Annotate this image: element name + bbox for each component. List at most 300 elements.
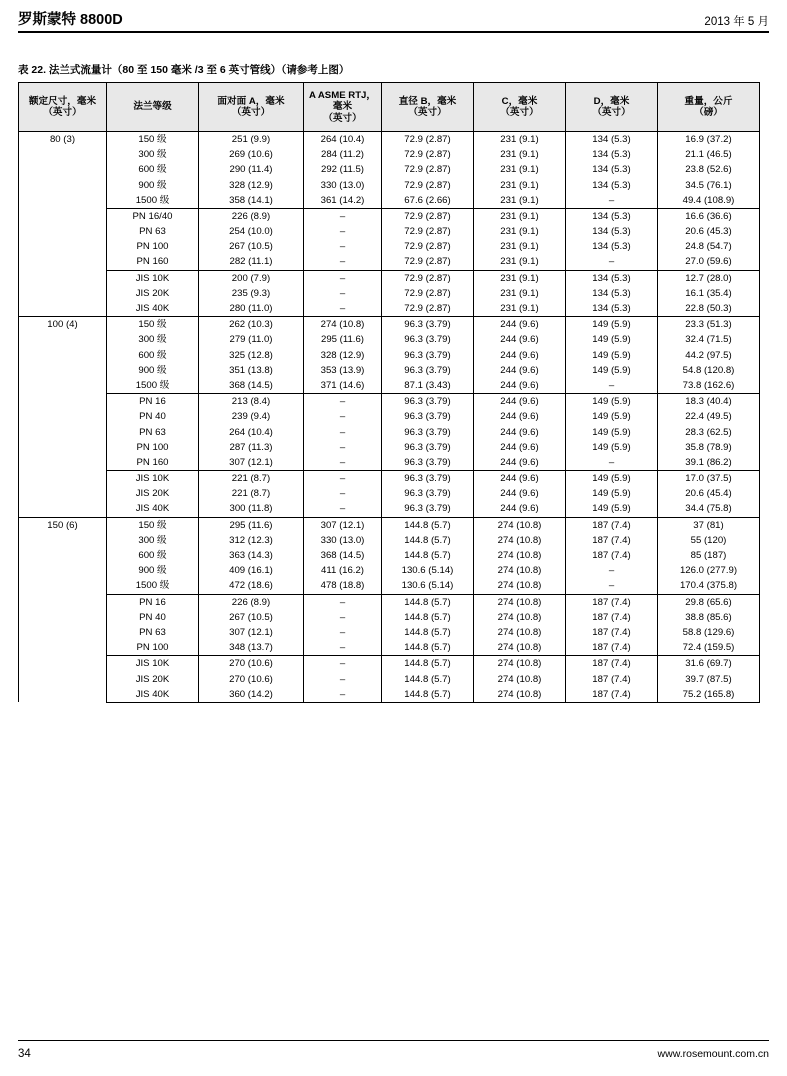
cell-flange-rating: JIS 20K bbox=[107, 672, 199, 687]
cell-weight: 55 (120) bbox=[658, 533, 760, 548]
cell-weight: 49.4 (108.9) bbox=[658, 193, 760, 209]
cell-a-asme-rtj: 478 (18.8) bbox=[304, 578, 382, 594]
cell-d: 187 (7.4) bbox=[566, 656, 658, 672]
cell-flange-rating: PN 63 bbox=[107, 224, 199, 239]
cell-c: 244 (9.6) bbox=[474, 471, 566, 487]
cell-diameter-b: 96.3 (3.79) bbox=[382, 486, 474, 501]
cell-a-asme-rtj: – bbox=[304, 409, 382, 424]
cell-diameter-b: 87.1 (3.43) bbox=[382, 378, 474, 394]
cell-flange-rating: JIS 10K bbox=[107, 471, 199, 487]
cell-weight: 34.5 (76.1) bbox=[658, 178, 760, 193]
cell-d: 149 (5.9) bbox=[566, 363, 658, 378]
cell-d: 187 (7.4) bbox=[566, 640, 658, 656]
cell-diameter-b: 72.9 (2.87) bbox=[382, 270, 474, 286]
cell-diameter-b: 144.8 (5.7) bbox=[382, 610, 474, 625]
cell-c: 244 (9.6) bbox=[474, 317, 566, 333]
cell-diameter-b: 96.3 (3.79) bbox=[382, 394, 474, 410]
header-brand-model bbox=[18, 8, 123, 29]
col-header-face-to-face-a bbox=[199, 83, 304, 132]
cell-a-asme-rtj: – bbox=[304, 656, 382, 672]
cell-d: 149 (5.9) bbox=[566, 394, 658, 410]
cell-flange-rating: 1500 级 bbox=[107, 193, 199, 209]
cell-c: 274 (10.8) bbox=[474, 517, 566, 533]
cell-d: 187 (7.4) bbox=[566, 610, 658, 625]
cell-weight: 37 (81) bbox=[658, 517, 760, 533]
cell-weight: 16.9 (37.2) bbox=[658, 132, 760, 148]
cell-a-asme-rtj: 292 (11.5) bbox=[304, 162, 382, 177]
cell-c: 231 (9.1) bbox=[474, 270, 566, 286]
col-header-line1: 面对面 A，毫米 bbox=[217, 95, 285, 107]
cell-c: 244 (9.6) bbox=[474, 486, 566, 501]
cell-flange-rating: PN 160 bbox=[107, 455, 199, 471]
cell-face-to-face-a: 282 (11.1) bbox=[199, 255, 304, 271]
cell-weight: 31.6 (69.7) bbox=[658, 656, 760, 672]
cell-weight: 54.8 (120.8) bbox=[658, 363, 760, 378]
cell-diameter-b: 96.3 (3.79) bbox=[382, 409, 474, 424]
table-row bbox=[19, 440, 760, 455]
cell-weight: 32.4 (71.5) bbox=[658, 332, 760, 347]
cell-d: 187 (7.4) bbox=[566, 517, 658, 533]
cell-a-asme-rtj: – bbox=[304, 486, 382, 501]
table-row bbox=[19, 132, 760, 148]
cell-face-to-face-a: 267 (10.5) bbox=[199, 610, 304, 625]
col-header-a-asme-rtj bbox=[304, 83, 382, 132]
cell-diameter-b: 96.3 (3.79) bbox=[382, 363, 474, 378]
cell-diameter-b: 72.9 (2.87) bbox=[382, 178, 474, 193]
cell-c: 274 (10.8) bbox=[474, 578, 566, 594]
cell-c: 231 (9.1) bbox=[474, 132, 566, 148]
cell-weight: 39.7 (87.5) bbox=[658, 672, 760, 687]
cell-weight: 12.7 (28.0) bbox=[658, 270, 760, 286]
col-header-line2: （英寸） bbox=[592, 107, 631, 118]
cell-diameter-b: 130.6 (5.14) bbox=[382, 563, 474, 578]
cell-face-to-face-a: 295 (11.6) bbox=[199, 517, 304, 533]
table-row bbox=[19, 533, 760, 548]
cell-weight: 20.6 (45.4) bbox=[658, 486, 760, 501]
cell-diameter-b: 96.3 (3.79) bbox=[382, 332, 474, 347]
cell-weight: 38.8 (85.6) bbox=[658, 610, 760, 625]
cell-weight: 16.1 (35.4) bbox=[658, 286, 760, 301]
col-header-flange-rating bbox=[107, 83, 199, 132]
cell-diameter-b: 72.9 (2.87) bbox=[382, 301, 474, 317]
cell-diameter-b: 72.9 (2.87) bbox=[382, 239, 474, 254]
cell-diameter-b: 144.8 (5.7) bbox=[382, 625, 474, 640]
table-body bbox=[19, 132, 760, 703]
cell-flange-rating: JIS 20K bbox=[107, 486, 199, 501]
col-header-diameter-b bbox=[382, 83, 474, 132]
cell-face-to-face-a: 325 (12.8) bbox=[199, 348, 304, 363]
cell-diameter-b: 144.8 (5.7) bbox=[382, 656, 474, 672]
cell-c: 244 (9.6) bbox=[474, 502, 566, 518]
cell-a-asme-rtj: 264 (10.4) bbox=[304, 132, 382, 148]
cell-a-asme-rtj: – bbox=[304, 286, 382, 301]
cell-d: 149 (5.9) bbox=[566, 409, 658, 424]
cell-a-asme-rtj: – bbox=[304, 425, 382, 440]
cell-weight: 34.4 (75.8) bbox=[658, 502, 760, 518]
cell-flange-rating: PN 63 bbox=[107, 625, 199, 640]
cell-a-asme-rtj: 371 (14.6) bbox=[304, 378, 382, 394]
cell-diameter-b: 72.9 (2.87) bbox=[382, 208, 474, 224]
cell-c: 231 (9.1) bbox=[474, 224, 566, 239]
cell-weight: 28.3 (62.5) bbox=[658, 425, 760, 440]
cell-face-to-face-a: 368 (14.5) bbox=[199, 378, 304, 394]
cell-weight: 22.4 (49.5) bbox=[658, 409, 760, 424]
table-row bbox=[19, 563, 760, 578]
cell-a-asme-rtj: 328 (12.9) bbox=[304, 348, 382, 363]
cell-face-to-face-a: 348 (13.7) bbox=[199, 640, 304, 656]
cell-weight: 126.0 (277.9) bbox=[658, 563, 760, 578]
cell-weight: 17.0 (37.5) bbox=[658, 471, 760, 487]
col-header-line1: D，毫米 bbox=[593, 95, 630, 107]
cell-diameter-b: 96.3 (3.79) bbox=[382, 348, 474, 363]
cell-flange-rating: JIS 10K bbox=[107, 656, 199, 672]
cell-d: 149 (5.9) bbox=[566, 425, 658, 440]
cell-c: 274 (10.8) bbox=[474, 687, 566, 703]
cell-flange-rating: JIS 40K bbox=[107, 687, 199, 703]
cell-face-to-face-a: 254 (10.0) bbox=[199, 224, 304, 239]
cell-d: 134 (5.3) bbox=[566, 286, 658, 301]
table-row bbox=[19, 348, 760, 363]
cell-a-asme-rtj: – bbox=[304, 672, 382, 687]
cell-weight: 72.4 (159.5) bbox=[658, 640, 760, 656]
cell-nominal-size: 150 (6) bbox=[19, 517, 107, 702]
cell-d: 134 (5.3) bbox=[566, 162, 658, 177]
cell-c: 244 (9.6) bbox=[474, 440, 566, 455]
cell-a-asme-rtj: – bbox=[304, 640, 382, 656]
cell-flange-rating: JIS 20K bbox=[107, 286, 199, 301]
cell-c: 274 (10.8) bbox=[474, 594, 566, 610]
table-row bbox=[19, 301, 760, 317]
cell-face-to-face-a: 262 (10.3) bbox=[199, 317, 304, 333]
cell-diameter-b: 144.8 (5.7) bbox=[382, 517, 474, 533]
table-row bbox=[19, 455, 760, 471]
cell-diameter-b: 96.3 (3.79) bbox=[382, 471, 474, 487]
cell-d: 149 (5.9) bbox=[566, 332, 658, 347]
cell-diameter-b: 72.9 (2.87) bbox=[382, 147, 474, 162]
cell-d: – bbox=[566, 378, 658, 394]
cell-flange-rating: 900 级 bbox=[107, 563, 199, 578]
cell-face-to-face-a: 251 (9.9) bbox=[199, 132, 304, 148]
cell-weight: 27.0 (59.6) bbox=[658, 255, 760, 271]
table-row bbox=[19, 425, 760, 440]
cell-c: 244 (9.6) bbox=[474, 363, 566, 378]
cell-a-asme-rtj: 295 (11.6) bbox=[304, 332, 382, 347]
cell-flange-rating: 150 级 bbox=[107, 517, 199, 533]
cell-weight: 85 (187) bbox=[658, 548, 760, 563]
cell-face-to-face-a: 307 (12.1) bbox=[199, 625, 304, 640]
cell-c: 274 (10.8) bbox=[474, 656, 566, 672]
cell-face-to-face-a: 363 (14.3) bbox=[199, 548, 304, 563]
cell-d: 149 (5.9) bbox=[566, 471, 658, 487]
page-footer bbox=[18, 1048, 769, 1060]
table-row bbox=[19, 594, 760, 610]
cell-face-to-face-a: 264 (10.4) bbox=[199, 425, 304, 440]
cell-face-to-face-a: 312 (12.3) bbox=[199, 533, 304, 548]
cell-weight: 73.8 (162.6) bbox=[658, 378, 760, 394]
cell-d: 187 (7.4) bbox=[566, 533, 658, 548]
cell-diameter-b: 96.3 (3.79) bbox=[382, 455, 474, 471]
table-row bbox=[19, 578, 760, 594]
cell-weight: 44.2 (97.5) bbox=[658, 348, 760, 363]
cell-flange-rating: PN 100 bbox=[107, 239, 199, 254]
cell-d: 134 (5.3) bbox=[566, 270, 658, 286]
cell-flange-rating: 600 级 bbox=[107, 162, 199, 177]
cell-d: – bbox=[566, 193, 658, 209]
header-model: 8800D bbox=[80, 12, 123, 28]
cell-face-to-face-a: 267 (10.5) bbox=[199, 239, 304, 254]
cell-diameter-b: 72.9 (2.87) bbox=[382, 162, 474, 177]
cell-diameter-b: 130.6 (5.14) bbox=[382, 578, 474, 594]
cell-flange-rating: 300 级 bbox=[107, 533, 199, 548]
cell-diameter-b: 144.8 (5.7) bbox=[382, 672, 474, 687]
cell-face-to-face-a: 235 (9.3) bbox=[199, 286, 304, 301]
cell-face-to-face-a: 358 (14.1) bbox=[199, 193, 304, 209]
cell-c: 274 (10.8) bbox=[474, 625, 566, 640]
cell-weight: 22.8 (50.3) bbox=[658, 301, 760, 317]
cell-flange-rating: PN 40 bbox=[107, 610, 199, 625]
cell-c: 274 (10.8) bbox=[474, 563, 566, 578]
table-row bbox=[19, 239, 760, 254]
cell-d: 149 (5.9) bbox=[566, 440, 658, 455]
cell-diameter-b: 72.9 (2.87) bbox=[382, 255, 474, 271]
cell-flange-rating: 150 级 bbox=[107, 317, 199, 333]
cell-flange-rating: JIS 40K bbox=[107, 301, 199, 317]
cell-a-asme-rtj: – bbox=[304, 301, 382, 317]
table-row bbox=[19, 378, 760, 394]
cell-flange-rating: JIS 40K bbox=[107, 502, 199, 518]
cell-c: 231 (9.1) bbox=[474, 208, 566, 224]
cell-weight: 58.8 (129.6) bbox=[658, 625, 760, 640]
cell-diameter-b: 96.3 (3.79) bbox=[382, 440, 474, 455]
cell-diameter-b: 96.3 (3.79) bbox=[382, 502, 474, 518]
col-header-line2: （磅） bbox=[694, 107, 723, 118]
cell-d: 149 (5.9) bbox=[566, 317, 658, 333]
cell-d: 187 (7.4) bbox=[566, 594, 658, 610]
table-row bbox=[19, 208, 760, 224]
cell-c: 274 (10.8) bbox=[474, 672, 566, 687]
header-brand: 罗斯蒙特 bbox=[18, 12, 76, 28]
cell-a-asme-rtj: 330 (13.0) bbox=[304, 178, 382, 193]
cell-flange-rating: PN 100 bbox=[107, 440, 199, 455]
cell-d: – bbox=[566, 563, 658, 578]
cell-a-asme-rtj: – bbox=[304, 625, 382, 640]
col-header-c bbox=[474, 83, 566, 132]
table-row bbox=[19, 147, 760, 162]
cell-face-to-face-a: 279 (11.0) bbox=[199, 332, 304, 347]
cell-face-to-face-a: 226 (8.9) bbox=[199, 594, 304, 610]
table-row bbox=[19, 286, 760, 301]
cell-a-asme-rtj: 274 (10.8) bbox=[304, 317, 382, 333]
cell-a-asme-rtj: – bbox=[304, 208, 382, 224]
col-header-nominal-size bbox=[19, 83, 107, 132]
table-caption: 表 22. 法兰式流量计（80 至 150 毫米 /3 至 6 英寸管线）（请参考上图） bbox=[18, 64, 350, 76]
col-header-line1: 直径 B，毫米 bbox=[398, 95, 457, 107]
cell-d: – bbox=[566, 578, 658, 594]
table-row bbox=[19, 672, 760, 687]
table-row bbox=[19, 517, 760, 533]
cell-face-to-face-a: 200 (7.9) bbox=[199, 270, 304, 286]
table-row bbox=[19, 270, 760, 286]
cell-weight: 21.1 (46.5) bbox=[658, 147, 760, 162]
cell-a-asme-rtj: – bbox=[304, 610, 382, 625]
col-header-line2: （英寸） bbox=[408, 107, 447, 118]
table-row bbox=[19, 625, 760, 640]
table-row bbox=[19, 162, 760, 177]
cell-diameter-b: 144.8 (5.7) bbox=[382, 533, 474, 548]
cell-face-to-face-a: 213 (8.4) bbox=[199, 394, 304, 410]
table-row bbox=[19, 193, 760, 209]
cell-c: 231 (9.1) bbox=[474, 286, 566, 301]
cell-a-asme-rtj: – bbox=[304, 455, 382, 471]
cell-face-to-face-a: 239 (9.4) bbox=[199, 409, 304, 424]
cell-c: 244 (9.6) bbox=[474, 394, 566, 410]
cell-flange-rating: PN 160 bbox=[107, 255, 199, 271]
cell-flange-rating: 1500 级 bbox=[107, 578, 199, 594]
cell-weight: 35.8 (78.9) bbox=[658, 440, 760, 455]
cell-flange-rating: 150 级 bbox=[107, 132, 199, 148]
cell-diameter-b: 96.3 (3.79) bbox=[382, 317, 474, 333]
cell-flange-rating: 600 级 bbox=[107, 348, 199, 363]
cell-d: 187 (7.4) bbox=[566, 672, 658, 687]
cell-diameter-b: 144.8 (5.7) bbox=[382, 594, 474, 610]
cell-face-to-face-a: 269 (10.6) bbox=[199, 147, 304, 162]
cell-d: 187 (7.4) bbox=[566, 548, 658, 563]
cell-diameter-b: 144.8 (5.7) bbox=[382, 687, 474, 703]
col-header-weight bbox=[658, 83, 760, 132]
cell-d: 149 (5.9) bbox=[566, 348, 658, 363]
cell-a-asme-rtj: 353 (13.9) bbox=[304, 363, 382, 378]
cell-c: 244 (9.6) bbox=[474, 425, 566, 440]
cell-a-asme-rtj: – bbox=[304, 594, 382, 610]
cell-c: 244 (9.6) bbox=[474, 455, 566, 471]
cell-c: 244 (9.6) bbox=[474, 332, 566, 347]
cell-d: 134 (5.3) bbox=[566, 132, 658, 148]
cell-diameter-b: 96.3 (3.79) bbox=[382, 425, 474, 440]
cell-flange-rating: PN 63 bbox=[107, 425, 199, 440]
table-row bbox=[19, 178, 760, 193]
col-header-line2: （英寸） bbox=[231, 107, 271, 118]
cell-face-to-face-a: 360 (14.2) bbox=[199, 687, 304, 703]
table-row bbox=[19, 486, 760, 501]
cell-face-to-face-a: 351 (13.8) bbox=[199, 363, 304, 378]
cell-d: 187 (7.4) bbox=[566, 687, 658, 703]
cell-diameter-b: 72.9 (2.87) bbox=[382, 132, 474, 148]
cell-flange-rating: 300 级 bbox=[107, 147, 199, 162]
cell-flange-rating: 600 级 bbox=[107, 548, 199, 563]
cell-flange-rating: PN 16 bbox=[107, 394, 199, 410]
col-header-d bbox=[566, 83, 658, 132]
table-header-row bbox=[19, 83, 760, 132]
cell-diameter-b: 72.9 (2.87) bbox=[382, 286, 474, 301]
table-row bbox=[19, 394, 760, 410]
cell-a-asme-rtj: – bbox=[304, 471, 382, 487]
cell-c: 231 (9.1) bbox=[474, 178, 566, 193]
cell-face-to-face-a: 270 (10.6) bbox=[199, 672, 304, 687]
cell-weight: 75.2 (165.8) bbox=[658, 687, 760, 703]
table-row bbox=[19, 610, 760, 625]
cell-weight: 18.3 (40.4) bbox=[658, 394, 760, 410]
cell-flange-rating: 900 级 bbox=[107, 363, 199, 378]
cell-c: 244 (9.6) bbox=[474, 378, 566, 394]
cell-a-asme-rtj: – bbox=[304, 394, 382, 410]
cell-face-to-face-a: 270 (10.6) bbox=[199, 656, 304, 672]
cell-weight: 23.8 (52.6) bbox=[658, 162, 760, 177]
table-row bbox=[19, 332, 760, 347]
col-header-line2: （英寸） bbox=[43, 107, 82, 118]
cell-face-to-face-a: 287 (11.3) bbox=[199, 440, 304, 455]
page-number: 34 bbox=[18, 1048, 31, 1060]
cell-c: 231 (9.1) bbox=[474, 239, 566, 254]
cell-flange-rating: PN 16/40 bbox=[107, 208, 199, 224]
cell-d: 134 (5.3) bbox=[566, 208, 658, 224]
cell-c: 231 (9.1) bbox=[474, 193, 566, 209]
cell-face-to-face-a: 226 (8.9) bbox=[199, 208, 304, 224]
cell-diameter-b: 67.6 (2.66) bbox=[382, 193, 474, 209]
cell-c: 231 (9.1) bbox=[474, 147, 566, 162]
cell-d: – bbox=[566, 255, 658, 271]
cell-weight: 23.3 (51.3) bbox=[658, 317, 760, 333]
cell-diameter-b: 144.8 (5.7) bbox=[382, 640, 474, 656]
cell-weight: 16.6 (36.6) bbox=[658, 208, 760, 224]
table-row bbox=[19, 317, 760, 333]
cell-weight: 29.8 (65.6) bbox=[658, 594, 760, 610]
footer-divider bbox=[18, 1040, 769, 1041]
cell-face-to-face-a: 307 (12.1) bbox=[199, 455, 304, 471]
cell-face-to-face-a: 472 (18.6) bbox=[199, 578, 304, 594]
cell-a-asme-rtj: – bbox=[304, 440, 382, 455]
cell-a-asme-rtj: 411 (16.2) bbox=[304, 563, 382, 578]
cell-weight: 39.1 (86.2) bbox=[658, 455, 760, 471]
cell-a-asme-rtj: – bbox=[304, 502, 382, 518]
table-row bbox=[19, 409, 760, 424]
table-row bbox=[19, 548, 760, 563]
col-header-line1: 法兰等级 bbox=[133, 101, 172, 113]
table-row bbox=[19, 687, 760, 703]
cell-nominal-size: 100 (4) bbox=[19, 317, 107, 517]
cell-face-to-face-a: 221 (8.7) bbox=[199, 486, 304, 501]
col-header-line2: （英寸） bbox=[323, 112, 362, 124]
cell-d: 134 (5.3) bbox=[566, 301, 658, 317]
col-header-line2: （英寸） bbox=[500, 107, 539, 118]
cell-a-asme-rtj: 330 (13.0) bbox=[304, 533, 382, 548]
cell-face-to-face-a: 409 (16.1) bbox=[199, 563, 304, 578]
cell-a-asme-rtj: 284 (11.2) bbox=[304, 147, 382, 162]
cell-d: 134 (5.3) bbox=[566, 147, 658, 162]
cell-d: 149 (5.9) bbox=[566, 486, 658, 501]
flange-dimensions-table bbox=[18, 82, 760, 703]
cell-flange-rating: PN 16 bbox=[107, 594, 199, 610]
cell-weight: 24.8 (54.7) bbox=[658, 239, 760, 254]
cell-weight: 170.4 (375.8) bbox=[658, 578, 760, 594]
cell-d: 134 (5.3) bbox=[566, 224, 658, 239]
cell-a-asme-rtj: – bbox=[304, 687, 382, 703]
table-row bbox=[19, 471, 760, 487]
cell-a-asme-rtj: 361 (14.2) bbox=[304, 193, 382, 209]
col-header-line1: 额定尺寸，毫米 bbox=[28, 95, 97, 107]
cell-c: 231 (9.1) bbox=[474, 255, 566, 271]
table-row bbox=[19, 363, 760, 378]
cell-a-asme-rtj: – bbox=[304, 270, 382, 286]
cell-d: – bbox=[566, 455, 658, 471]
cell-a-asme-rtj: – bbox=[304, 224, 382, 239]
cell-a-asme-rtj: – bbox=[304, 255, 382, 271]
table-row bbox=[19, 502, 760, 518]
cell-diameter-b: 144.8 (5.7) bbox=[382, 548, 474, 563]
cell-flange-rating: 900 级 bbox=[107, 178, 199, 193]
header-divider bbox=[18, 31, 769, 33]
table-row bbox=[19, 255, 760, 271]
cell-c: 231 (9.1) bbox=[474, 162, 566, 177]
